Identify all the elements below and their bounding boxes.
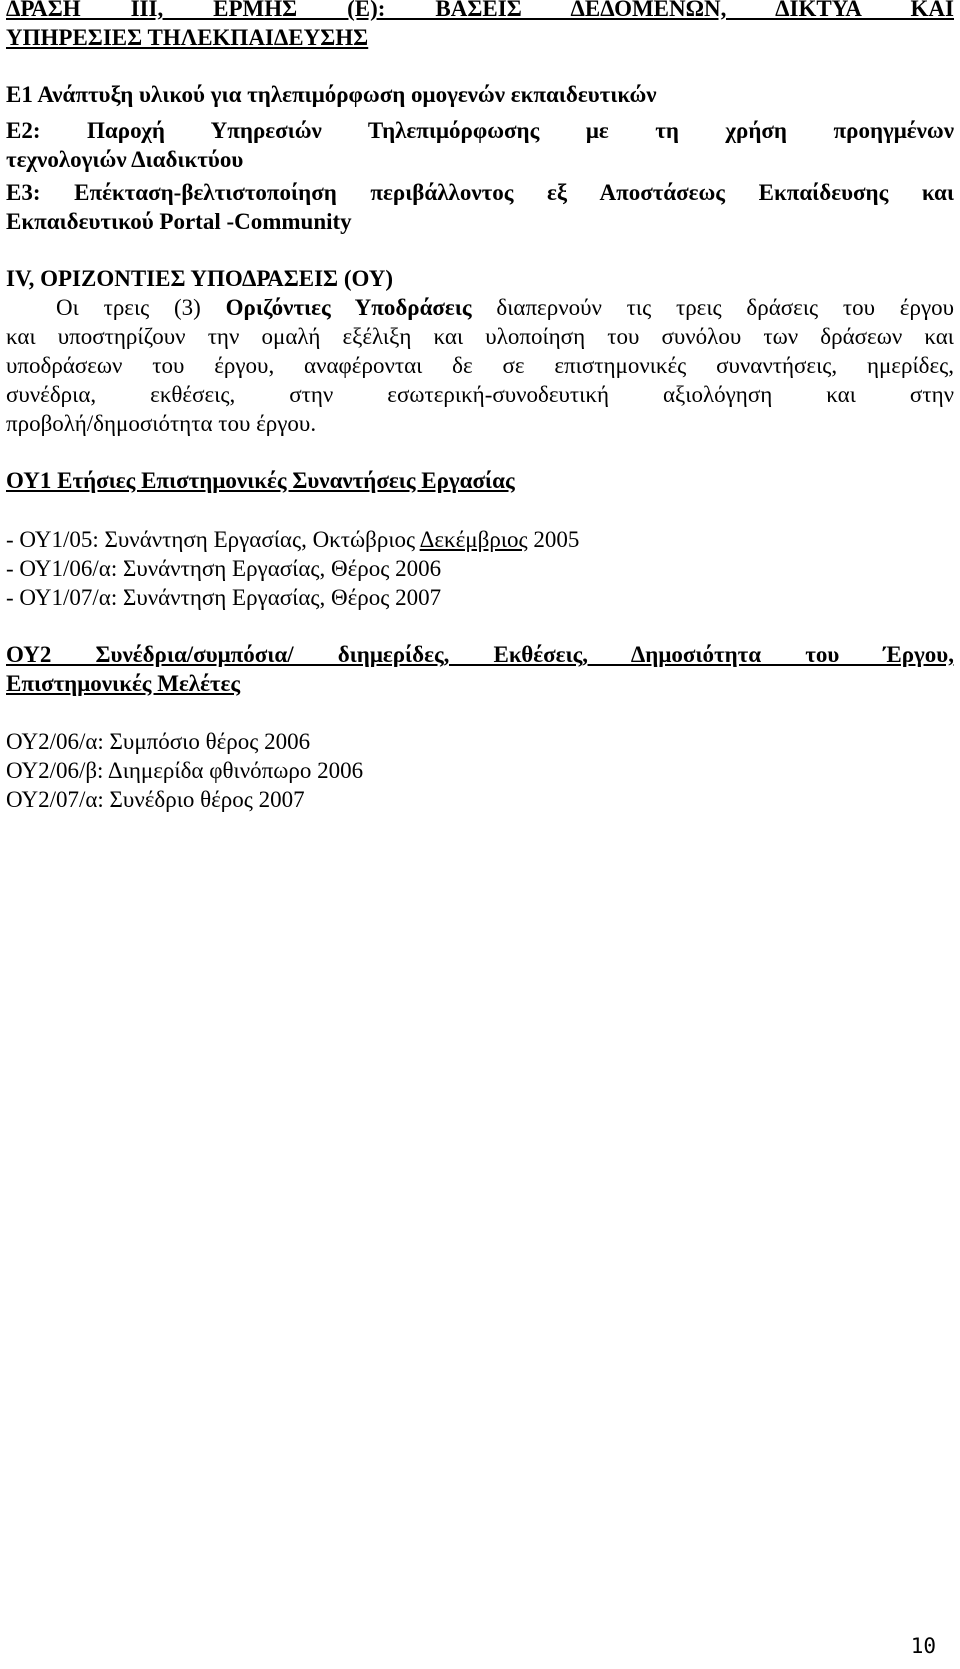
horizontal-para-line-2: και υποστηρίζουν την ομαλή εξέλιξη και υλοποίηση του συνόλου των δράσεων και [6,324,954,349]
oy2-item: ΟΥ2/07/α: Συνέδριο θέρος 2007 [6,787,305,812]
para-text: διαπερνούν τις τρεις δράσεις του έργου [471,295,954,320]
horizontal-section-heading: IV, ΟΡΙΖΟΝΤΙΕΣ ΥΠΟΔΡΑΣΕΙΣ (ΟΥ) [6,266,394,291]
action-title-line-1: ΔΡΑΣΗ ΙΙΙ, ΕΡΜΗΣ (Ε): ΒΑΣΕΙΣ ΔΕΔΟΜΕΝΩΝ, ΔΙΚΤΥΑ ΚΑΙ [6,0,954,21]
oy2-item: ΟΥ2/06/α: Συμπόσιο θέρος 2006 [6,729,311,754]
horizontal-para-line-1 [6,293,954,322]
oy1-heading: ΟΥ1 Ετήσιες Επιστημονικές Συναντήσεις Εργασίας [6,468,515,493]
oy2-heading-line-1: ΟΥ2 Συνέδρια/συμπόσια/ διημερίδες, Εκθέσεις, Δημοσιότητα του Έργου, [6,642,954,667]
oy1-item: - ΟΥ1/06/α: Συνάντηση Εργασίας, Θέρος 2006 [6,556,442,581]
subaction-e2-line-1: Ε2: Παροχή Υπηρεσιών Τηλεπιμόρφωσης με τη χρήση προηγμένων [6,118,954,143]
horizontal-para-line-5: προβολή/δημοσιότητα του έργου. [6,411,317,436]
subaction-e2-line-2: τεχνολογιών Διαδικτύου [6,147,244,172]
oy1-item-text: 2005 [527,527,580,552]
oy1-item-underlined: Δεκέμβριος [419,527,528,552]
page-number: 10 [910,1634,936,1658]
oy2-heading-line-2: Επιστημονικές Μελέτες [6,671,241,696]
para-text: Οι τρεις (3) [56,295,226,320]
subaction-e1: Ε1 Ανάπτυξη υλικού για τηλεπιμόρφωση ομογενών εκπαιδευτικών [6,82,657,107]
para-bold-term: Οριζόντιες Υποδράσεις [225,295,472,320]
subaction-e3-line-2: Εκπαιδευτικού Portal -Community [6,209,352,234]
oy1-item: - ΟΥ1/07/α: Συνάντηση Εργασίας, Θέρος 2007 [6,585,442,610]
horizontal-para-line-4: συνέδρια, εκθέσεις, στην εσωτερική-συνοδευτική αξιολόγηση και στην [6,382,954,407]
oy1-item [6,525,954,554]
horizontal-para-line-3: υποδράσεων του έργου, αναφέρονται δε σε επιστημονικές συναντήσεις, ημερίδες, [6,353,954,378]
action-title-line-2: ΥΠΗΡΕΣΙΕΣ ΤΗΛΕΚΠΑΙΔΕΥΣΗΣ [6,25,369,50]
oy1-item-text: - ΟΥ1/05: Συνάντηση Εργασίας, Οκτώβριος [6,527,420,552]
subaction-e3-line-1: Ε3: Επέκταση-βελτιστοποίηση περιβάλλοντος εξ Αποστάσεως Εκπαίδευσης και [6,180,954,205]
oy2-item: ΟΥ2/06/β: Διημερίδα φθινόπωρο 2006 [6,758,364,783]
